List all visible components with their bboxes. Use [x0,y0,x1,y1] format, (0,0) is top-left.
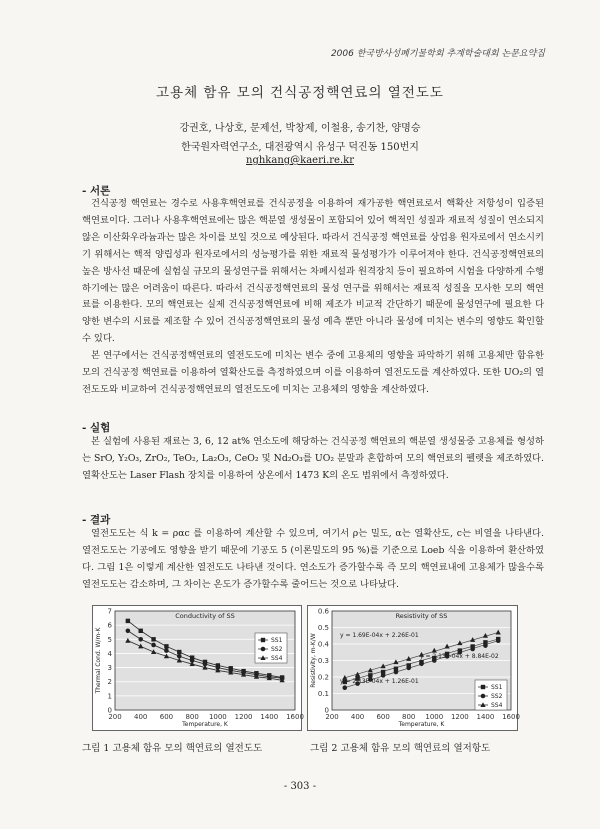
running-header: 2006 한국방사성폐기물학회 추계학술대회 논문요약집 [330,49,545,59]
resistivity-chart-svg [308,606,520,730]
data-point-SS2 [470,647,475,652]
data-point-SS2 [394,670,399,675]
x-axis-label: Temperature, K [398,721,445,728]
results-heading: - 결과 [82,514,111,526]
y-tick-label: 0 [107,706,112,715]
x-tick-label: 1400 [260,713,279,721]
affiliation: 한국원자력연구소, 대전광역시 유성구 덕진동 150번지 [181,142,419,153]
y-tick-label: 0.5 [317,624,329,632]
x-tick-label: 200 [325,713,339,721]
intro-paragraph-2: 본 연구에서는 건식공정핵연료의 열전도도에 미치는 변수 중에 고용체의 영향을 파악하기 위해 고용체만 함유한 모의 건식공정 핵연료를 이용하여 열확산도를 측정하였으며 이를 이용하여 열전도도를 계산하였다. 또한 UO₂의 열전도도와 비교하여 건식공정핵연료의 열전도도에 미치는 고용체의 영향을 계산하였다. [82,350,544,395]
data-point-SS2 [483,643,488,648]
chart-conductivity [92,605,302,731]
y-tick-label: 1 [107,692,112,701]
fit-equation-label: y = 1.69E-04x + 2.26E-01 [340,632,419,639]
y-tick-label: 4 [107,649,112,658]
legend-marker-SS2 [261,647,266,652]
chart-title: Conductivity of SS [175,612,235,620]
x-tick-label: 1000 [425,713,444,721]
y-tick-label: 6 [107,621,112,630]
x-tick-label: 800 [402,713,416,721]
figure-1-caption: 그림 1 고용체 함유 모의 핵연료의 열전도도 [82,743,263,754]
data-point-SS1 [177,650,181,654]
y-tick-label: 0 [324,706,329,715]
data-point-SS2 [342,685,347,690]
legend-marker-SS2 [481,694,486,699]
y-tick-label: 0.4 [317,640,329,649]
y-tick-label: 2 [107,678,112,687]
y-tick-label: 0.2 [317,673,329,682]
data-point-SS2 [126,629,131,634]
legend-label-SS2: SS2 [491,693,503,701]
x-tick-label: 600 [159,713,174,721]
y-tick-label: 7 [107,607,112,616]
data-point-SS2 [138,637,143,642]
experiment-paragraph: 본 실험에 사용된 재료는 3, 6, 12 at% 연소도에 해당하는 건식공정 핵연료의 핵분열 생성물중 고용체를 형성하는 SrO, Y₂O₃, ZrO₂, TeO₂, La₂O₃, CeO₂ 및 Nd₂O₃를 UO₂ 분말과 혼합하여 모의 핵연료의 펠렛을 제조하였다. 열확산도는 Laser Flash 장치를 이용하여 상온에서 1473 K의 온도 범위에서 측정하였다. [82,436,544,481]
conductivity-chart-svg [93,606,304,730]
legend-marker-SS1 [261,638,265,642]
data-point-SS1 [164,644,168,648]
x-tick-label: 400 [134,713,148,721]
experiment-heading: - 실험 [82,422,111,434]
x-tick-label: 400 [350,713,365,721]
data-point-SS1 [139,629,143,633]
legend-label-SS2: SS2 [271,646,283,654]
y-tick-label: 0.1 [317,690,329,698]
x-axis-label: Temperature, K [182,721,228,728]
email: nghkang@kaeri.re.kr [246,155,354,166]
x-tick-label: 1600 [502,713,520,721]
data-point-SS2 [419,662,424,667]
author-list: 강권호, 나상호, 문제선, 박창제, 이철용, 송기찬, 양명승 [179,123,421,134]
data-point-SS2 [164,648,169,653]
x-tick-label: 1200 [450,713,469,721]
paper-title: 고용체 함유 모의 건식공정핵연료의 열전도도 [156,85,444,101]
x-tick-label: 800 [185,713,199,721]
legend-marker-SS1 [481,685,485,689]
chart-title: Resistivity of SS [395,612,448,620]
legend-label-SS1: SS1 [271,637,283,645]
data-point-SS2 [381,673,386,678]
results-paragraph: 열전도도는 식 k = ραc 를 이용하여 계산할 수 있으며, 여기서 ρ는 밀도, α는 열확산도, c는 비열을 나타낸다. 열전도도는 기공에도 영향을 받기 때문에 기공도 5 (이론밀도의 95 %)를 기준으로 Loeb 식을 이용하여 환산하였다. 그림 1은 이렇게 계산한 열전도도 나타낸 것이다. 연소도가 증가할수록 즉 모의 핵연료내에 고용체가 많을수록 열전도도는 감소하며, 그 차이는 온도가 증가할수록 줄어드는 것으로 나타났다. [82,528,544,590]
y-tick-label: 0.6 [317,607,329,616]
intro-heading: - 서론 [82,185,111,197]
y-axis-label: Thermal Cond. W/m-K [95,627,102,694]
y-tick-label: 3 [107,664,112,673]
page-number: - 303 - [283,781,317,792]
data-point-SS2 [496,638,501,643]
x-tick-label: 200 [108,713,122,721]
intro-paragraph-1: 건식공정 핵연료는 경수로 사용후핵연료를 건식공정을 이용하여 재가공한 핵연료로서 핵확산 저항성이 입증된 핵연료이다. 그러나 사용후핵연료에는 많은 핵분열 생성물이 포함되어 있어 핵적인 성질과 재료적 성질이 연소되지 않은 이산화우라늄과는 많은 차이를 보일 것으로 예상된다. 따라서 건식공정 핵연료를 상업용 원자로에서 연소시키기 위해서는 핵적 양립성과 원자로에서의 성능평가를 위한 재료적 물성평가가 이루어져야 한다. 건식공정핵연료의 높은 방사선 때문에 실험실 규모의 물성연구를 위해서는 차폐시설과 원격장치 등이 필요하여 시험을 다양하게 수행하기에는 많은 어려움이 따른다. 따라서 건식공정핵연료의 물성 연구를 위해서는 재료적 성질을 모사한 모의 핵연료를 이용한다. 모의 핵연료는 실제 건식공정핵연료에 비해 제조가 비교적 간단하기 때문에 물성연구에 필요한 다양한 변수의 시료를 제조할 수 있어 건식공정핵연료의 물성 예측 뿐만 아니라 물성에 미치는 변수의 영향도 확인할 수 있다. [82,198,544,345]
results-body [82,526,544,594]
experiment-body [82,434,544,485]
data-point-SS1 [126,619,130,623]
legend-label-SS4: SS4 [271,655,283,663]
legend-label-SS1: SS1 [491,684,503,692]
data-point-SS2 [406,666,411,671]
legend-label-SS4: SS4 [491,702,503,710]
x-tick-label: 1200 [234,713,253,721]
y-tick-label: 0.3 [317,657,329,665]
x-tick-label: 1600 [286,713,304,721]
x-tick-label: 1400 [476,713,495,721]
fit-equation-label: y = 2.13E-04x + 8.84E-02 [420,653,499,660]
intro-body [82,196,544,399]
x-tick-label: 600 [376,713,390,721]
data-point-SS2 [151,643,156,648]
y-axis-label: Resistivity, m-K/W [310,633,317,688]
fit-equation-label: y = 2.13E-04x + 1.26E-01 [340,678,419,685]
y-tick-label: 5 [107,635,112,644]
chart-resistivity [307,605,518,731]
data-point-SS1 [368,673,372,677]
x-tick-label: 1000 [208,713,227,721]
figure-2-caption: 그림 2 고용체 함유 모의 핵연료의 열저항도 [310,743,491,754]
data-point-SS1 [151,637,155,641]
